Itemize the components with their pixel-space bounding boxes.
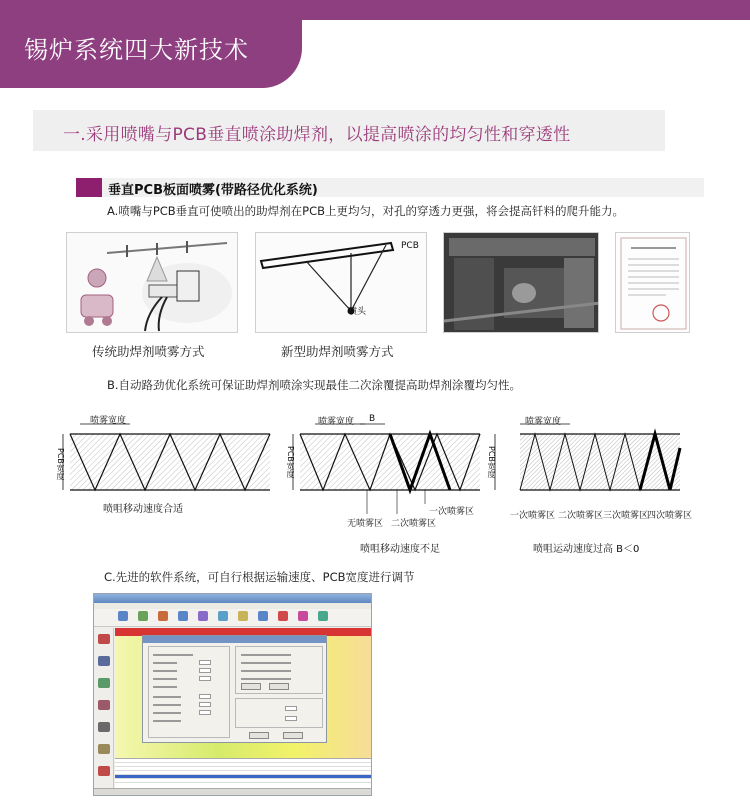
- section-title: 一.采用喷嘴与PCB垂直喷涂助焊剂，以提高喷涂的均匀性和穿透性: [63, 125, 571, 145]
- zone-one-label-3: 一次喷雾区: [510, 511, 556, 521]
- diagram-3-caption: 喷咀运动速度过高 B＜0: [533, 544, 640, 555]
- b-label: B: [369, 414, 376, 424]
- zone-four-label-3: 四次喷雾区: [647, 511, 693, 521]
- spray-width-label-2: 喷雾宽度: [318, 417, 355, 427]
- software-statusbar: [94, 788, 372, 796]
- diagram-2-caption: 喷咀移动速度不足: [360, 544, 440, 555]
- software-screenshot: [93, 593, 372, 796]
- subsection-marker: [76, 178, 102, 197]
- certificate-image: [615, 232, 690, 333]
- nozzle-label: 喷头: [348, 307, 367, 317]
- diagram-1-caption: 喷咀移动速度合适: [103, 504, 183, 515]
- zone-one-label: 一次喷雾区: [429, 507, 475, 517]
- pcb-width-label-3: PCB宽度: [487, 446, 496, 478]
- zone-three-label-3: 三次喷雾区: [603, 511, 649, 521]
- paragraph-a: A.喷嘴与PCB垂直可使喷出的助焊剂在PCB上更均匀，对孔的穿透力更强，将会提高钎料的爬升能力。: [107, 204, 625, 218]
- software-titlebar: [94, 594, 371, 603]
- machine-interior-photo: [443, 232, 599, 333]
- subsection-title: 垂直PCB板面喷雾(带路径优化系统): [108, 183, 318, 198]
- pcb-width-label: PCB宽度: [56, 448, 65, 480]
- software-toolbar: [94, 609, 371, 627]
- zone-two-label-3: 二次喷雾区: [558, 511, 604, 521]
- zone-two-label: 二次喷雾区: [391, 519, 437, 529]
- spray-diagram-insufficient: [285, 408, 485, 533]
- subsection-heading: [76, 178, 704, 197]
- caption-traditional: 传统助焊剂喷雾方式: [92, 344, 205, 359]
- header-banner: [0, 0, 750, 92]
- spray-diagram-overspeed: [480, 408, 695, 533]
- software-sidebar: [94, 628, 114, 788]
- caption-new: 新型助焊剂喷雾方式: [281, 344, 394, 359]
- spray-width-label-3: 喷雾宽度: [525, 417, 562, 427]
- paragraph-b: B.自动路劲优化系统可保证助焊剂喷涂实现最佳二次涂覆提高助焊剂涂覆均匀性。: [107, 378, 522, 392]
- zone-none-label: 无喷雾区: [347, 519, 384, 529]
- section-heading: [33, 110, 665, 151]
- traditional-spray-image: [66, 232, 238, 333]
- pcb-width-label-2: PCB宽度: [286, 446, 295, 478]
- pcb-label: PCB: [401, 241, 419, 251]
- new-spray-image: [255, 232, 427, 333]
- spray-width-label: 喷雾宽度: [90, 416, 127, 426]
- software-dialog: [142, 635, 327, 743]
- software-log-table: [115, 758, 372, 788]
- paragraph-c: C.先进的软件系统，可自行根据运输速度、PCB宽度进行调节: [104, 570, 415, 584]
- page-title: 锡炉系统四大新技术: [24, 36, 249, 64]
